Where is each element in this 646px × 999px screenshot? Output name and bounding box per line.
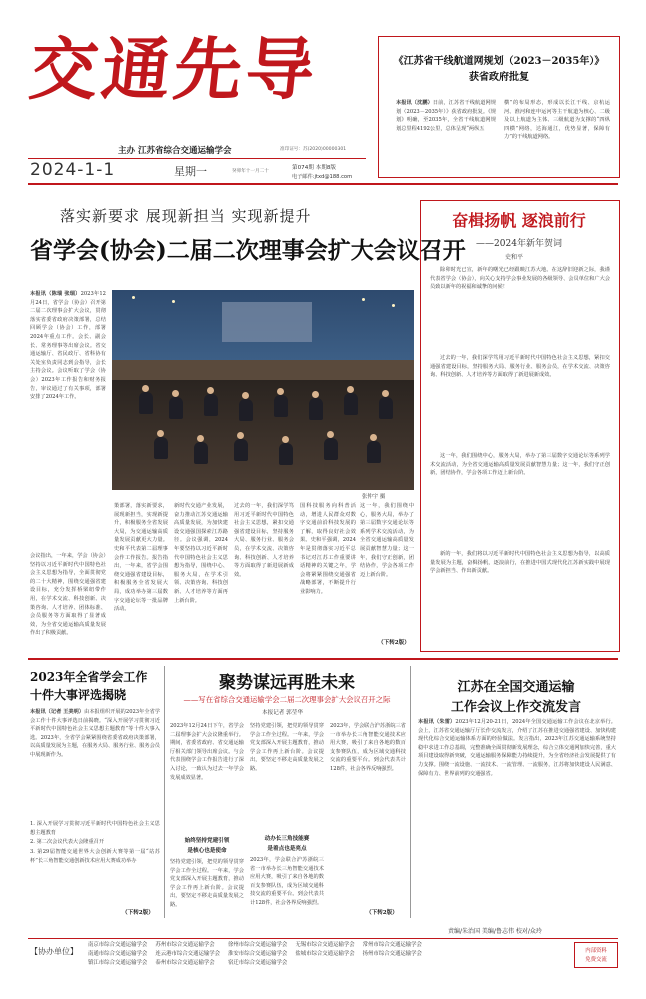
- lower-mid-continued: （下转2版）: [366, 910, 398, 916]
- footer-label: 【协办单位】: [30, 947, 78, 956]
- new-year-p3: 这一年，我们围绕中心，服务大局，举办了第三届数字交通论坛等系列学术交流活动，为全省交通运输高质量发展贡献智慧力量；这一年，我们守正创新，团结协作，学会各项工作迈上新台阶。: [430, 453, 610, 477]
- footer-unit: 淮安市综合交通运输学会: [228, 951, 288, 957]
- footer-row: [84, 941, 426, 950]
- lower-left-headline-2: 十件大事评选揭晓: [30, 688, 127, 702]
- top-right-lead: 本报讯（沈鹏）: [396, 100, 433, 106]
- footer-note-box: [574, 942, 618, 968]
- lead-col-4b: 过去的一年，我们深学笃用习近平新时代中国特色社会主义思想，紧扣交通强省建设目标，坚持服务大局、服务行业、服务会员，在学术交流、决策咨询、科技创新、人才培养等方面取得了新进展新成效。: [234, 503, 294, 578]
- masthead-sponsor: 主办 江苏省综合交通运输学会: [118, 146, 232, 156]
- footer-unit: 宿迁市综合交通运输学会: [228, 960, 288, 966]
- lower-mid-sub-1b: 是核心也是使命: [187, 848, 227, 854]
- new-year-p4: 新的一年，我们将以习近平新时代中国特色社会主义思想为指导，以高质量发展为主题，奋楫扬帆，逐浪前行，在推进中国式现代化江苏新实践中展现学会新担当、作出新贡献。: [430, 551, 610, 575]
- footer-note-1: 内部资料: [585, 948, 607, 954]
- lower-mid-byline: 本报记者 郭莹华: [262, 710, 303, 716]
- lower-mid-sub-1: 始终坚持党建引领: [184, 838, 230, 844]
- lead-col-4: 新时代交通产业发展，奋力推动江苏交通运输高质量发展，为加快建设交通强国探索江苏路径。会议强调，2024年要坚持以习近平新时代中国特色社会主义思想为指导，围绕中心、服务大局，在学术引领、决策咨询、科技创新、人才培养等方面再上新台阶。: [174, 503, 228, 604]
- lower-mid-sub-2b: 是着点也是亮点: [267, 846, 307, 852]
- meeting-photo: [112, 290, 414, 490]
- lower-mid-col-2b: 2023年，学会联合沪苏浙皖三省一市举办长三角智能交通技术应用大赛，吸引了来自各地的数百支参赛队伍，成为区域交通科技交流的重要平台。到会代表共计128件，社会各界反响强烈。: [250, 857, 324, 906]
- lead-continued: （下转2版）: [378, 640, 410, 646]
- top-right-body-right: 横”的布局形态，形成以长江干线、京杭运河、淮河和连申运河等主干航道为核心、二级及以上航道为主体、三级航道为支撑的“四纵四横”网络，达海通江，优势显著，保障有力”的干线航道网络。: [504, 100, 610, 141]
- footer-row: [84, 950, 426, 959]
- lower-mid-col-1: 2023年12月24日下午，省学会二届理事会扩大会议隆重举行。期间，省委省政府、省交通运输厅相关部门领导出席会议。与会代表围绕学会工作报告进行了深入讨论，一致认为过去一年学会发展成效显著。: [170, 723, 244, 781]
- issue-lunar: 癸卯年十一月二十: [232, 169, 269, 174]
- lower-left-item-3: 3. 第29届智能交通世界大会创新大赛等第一届“站苏杯”长三角智能交通创新技术应用大赛成功举办: [30, 849, 160, 864]
- new-year-subtitle: ——2024年新年贺词: [476, 239, 562, 249]
- lower-left-byline: 本报讯（记者 王美明）: [30, 709, 85, 715]
- lower-left-item-1: 1. 深入开展学习贯彻习近平新时代中国特色社会主义思想主题教育: [30, 821, 160, 836]
- lead-byline: 本报讯（陈瑞 张瑞）: [30, 291, 81, 297]
- lead-col-1: [30, 290, 106, 548]
- top-right-title-1: 《江苏省干线航道网规划（2023－2035年）》: [393, 56, 605, 67]
- top-right-body-left: 日前，江苏省干线航道网规划（2023－2035年）》获省政府批复。《规划》明确，至2035年，全省干线航道网规划总里程4192公里，总体呈现“两纵五: [396, 100, 496, 132]
- footer-rule: [28, 938, 618, 939]
- lead-col-2: 会议指出，一年来，学会（协会）坚持以习近平新时代中国特色社会主义思想为指导，全面贯彻党的二十大精神，围绕交通强省建设目标，充分发挥桥梁纽带作用，在学术交流、科技创新、决策咨询、人才培养、团体标准、会员服务等方面取得了显著成效，为全省交通运输高质量发展作出了积极贡献。: [30, 553, 106, 637]
- lower-left-continued: （下转2版）: [122, 910, 154, 916]
- footer-unit: 苏州市综合交通运输学会: [155, 942, 215, 948]
- lower-left-headline-1: 2023年全省学会工作: [30, 670, 148, 684]
- new-year-p1: 除卯时光已宣，新年的曙光已经跟映江苏大地。在这辞旧迎新之际，我谨代表省学会（协会），向关心支持学会事业发展的各级领导、会员单位和广大会员致以新年的祝福和诚挚的问候！: [430, 267, 610, 291]
- lower-mid-col-1b: 坚持党建引领，把党的领导贯穿学会工作全过程。一年来，学会党支部深入开展主题教育，推动学会工作再上新台阶。会议提出，要坚定不移走高质量发展之路。: [170, 859, 244, 908]
- footer-unit: 无锡市综合交通运输学会: [295, 942, 355, 948]
- lead-col-5: 国科技服务向科普活动，增进人民群众对数字交通前沿科技发展的了解，取得良好社会效果。史和平强调，2024年是贯彻落实习近平总书记对江苏工作重要讲话精神的关键之年，学会将紧紧围绕交通强省战略部署，不断提升行业影响力。: [300, 503, 356, 595]
- lead-headline: 省学会(协会)二届二次理事会扩大会议召开: [30, 237, 466, 264]
- footer-unit: 南京市综合交通运输学会: [88, 942, 148, 948]
- new-year-p2: 过去的一年，我们深学笃用习近平新时代中国特色社会主义思想，紧扣交通强省建设目标，坚持服务大局、服务行业、服务会员，在学术交流、决策咨询、科技创新、人才培养等方面取得了新进展新成效。: [430, 355, 610, 379]
- footer-unit: 南通市综合交通运输学会: [88, 951, 148, 957]
- footer-note-2: 免费交流: [585, 957, 607, 963]
- lower-right-headline-1: 江苏在全国交通运输: [457, 680, 575, 695]
- top-right-title-2: 获省政府批复: [469, 72, 529, 83]
- lead-col-1-text: 2023年12月24日，省学会（协会）召开第二届二次理事会扩大会议，贯彻落实省委省政府决策部署，总结回顾学会（协会）工作，部署2024年重点工作。会长、副会长、常务理事等出席会议。省交通运输厅、省民政厅、省科协有关处室负责同志到会指导，会长主持会议。会议听取了学会（协会）2023年工作报告和财务报告，审议通过了有关事项，部署安排了2024年工作。: [30, 291, 106, 401]
- issue-number: 第074期 本期8版: [292, 165, 336, 171]
- lead-kicker: 落实新要求 展现新担当 实现新提升: [60, 207, 312, 225]
- lower-divider-1: [164, 666, 165, 918]
- lower-right-body: [418, 718, 616, 914]
- footer-unit: 连云港市综合交通运输学会: [155, 951, 221, 957]
- footer-unit: 泰州市综合交通运输学会: [155, 960, 215, 966]
- footer-row: [84, 959, 426, 968]
- lower-mid-headline: 聚势谋远再胜未来: [219, 673, 355, 693]
- new-year-title: 奋楫扬帆 逐浪前行: [452, 211, 586, 230]
- lower-left-body: [30, 708, 160, 818]
- lower-left-item-2: 2. 第二次会议代表大会隆重召开: [30, 839, 105, 845]
- lower-left-text: 由本报组织开展的2023年全省学会工作十件大事评选日前揭晓。“深入开展学习贯彻习近平新时代中国特色社会主义思想主题教育”等十件大事入选。2023年，全省学会紧紧围绕省委省政府决策部署，以高质量发展为主题，在服务大局、服务行业、服务会员中展现新作为。: [30, 709, 160, 758]
- masthead-rule: [28, 158, 366, 159]
- lead-col-6: 这一年，我们围绕中心，服务大局，举办了第三届数字交通论坛等系列学术交流活动，为全省交通运输高质量发展贡献智慧力量；这一年，我们守正创新，团结协作，学会各项工作迈上新台阶。: [360, 503, 414, 578]
- editor-credits: 责编/朱治国 美编/鲁志伟 校对/众玲: [448, 928, 542, 935]
- lower-mid-sub-2: 动办长三角技能赛: [264, 836, 310, 842]
- middle-rule: [28, 658, 618, 660]
- footer-unit: 扬州市综合交通运输学会: [362, 951, 422, 957]
- lower-mid-col-3: 2023年，学会联合沪苏浙皖三省一市举办长三角智能交通技术应用大赛，吸引了来自各地的数百支参赛队伍，成为区域交通科技交流的重要平台。到会代表共计128件，社会各界反响强烈。: [330, 723, 406, 772]
- lead-col-3: 策部署，落实新要求，展现新担当，实现新提升，积极服务全省发展大局，为交通运输高质量发展贡献更大力量。史和平代表第二届理事会作工作报告。报告指出，一年来，省学会围绕交通强省建设目标，积极服务全省发展大局，成功举办第三届数字交通论坛等一批品牌活动。: [114, 503, 168, 613]
- issue-weekday: 星期一: [174, 165, 207, 178]
- new-year-author: 史和平: [505, 254, 524, 261]
- photo-screen: [222, 302, 312, 342]
- lower-right-text: 2023年12月20-21日，2024年全国交通运输工作会议在北京举行。会上，江苏省交通运输厅厅长作交流发言，介绍了江苏在推进交通强省建设、加快构建现代化综合交通运输体系方面的经验做法。发言指出，2023年江苏交通运输系统坚持稳中求进工作总基调，完整准确全面贯彻新发展理念，综合立体交通网加快完善，重大项目建设取得新突破，交通运输服务保障能力持续提升，为全省经济社会发展提供了有力支撑。围绕一流设施、一流技术、一流管理、一流服务，江苏将加快建设人民满意、保障有力、世界前列的交通强省。: [418, 719, 616, 777]
- footer-unit: 常州市综合交通运输学会: [362, 942, 422, 948]
- footer-unit: 徐州市综合交通运输学会: [228, 942, 288, 948]
- photo-credit: 张仲宇 摄: [362, 494, 386, 500]
- footer-unit: 盐城市综合交通运输学会: [295, 951, 355, 957]
- lower-mid-col-2: 坚持党建引领，把党的领导贯穿学会工作全过程。一年来，学会党支部深入开展主题教育，推动学会工作再上新台阶。会议提出，要坚定不移走高质量发展之路。: [250, 723, 324, 772]
- lower-right-headline-2: 工作会议上作交流发言: [450, 700, 581, 715]
- photo-podium-row: [112, 360, 414, 380]
- issue-email: 电子邮件:jtxd@188.com: [292, 174, 353, 180]
- footer-unit: 镇江市综合交通运输学会: [88, 960, 148, 966]
- footer-units: [84, 941, 554, 968]
- issue-date: 2024-1-1: [30, 160, 116, 180]
- footer-units-table: [84, 941, 426, 968]
- lower-mid-subtitle: ——写在省综合交通运输学会二届二次理事会扩大会议召开之际: [183, 695, 391, 704]
- masthead-permit: 准印证号：苏(2020)00000301: [280, 147, 347, 152]
- top-right-col-left: [396, 99, 496, 165]
- masthead-title: 交通先导: [25, 30, 323, 110]
- top-rule: [28, 183, 618, 185]
- lower-right-byline: 本报讯（朱雷）: [418, 719, 456, 725]
- lower-divider-2: [410, 666, 411, 918]
